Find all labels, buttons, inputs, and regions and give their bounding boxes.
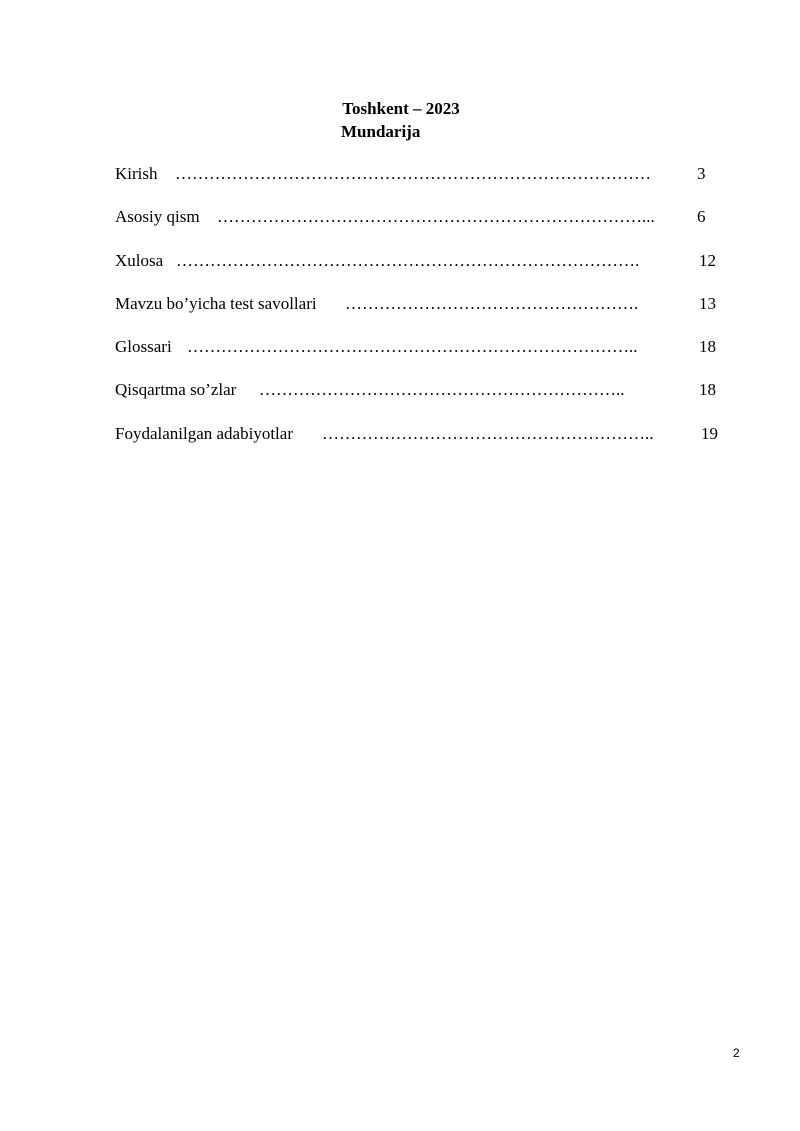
toc-entry-foydalanilgan-adabiyotlar[interactable] [115,422,725,465]
toc-entry-kirish[interactable] [115,162,725,205]
toc-entry-label: Xulosa [115,250,164,270]
toc-entry-glossari[interactable] [115,335,725,378]
toc-entry-label: Qisqartma so’zlar [115,380,237,400]
table-of-contents [115,162,725,465]
toc-entry-qisqartma-sozlar[interactable] [115,378,725,421]
toc-entry-label: Glossari [115,337,172,357]
toc-entry-leader: ………………………………………………….. [322,423,654,443]
toc-entry-leader: ……………………………………………. [345,293,639,313]
toc-entry-page: 19 [701,423,718,443]
toc-entry-page: 6 [697,207,706,227]
toc-entry-page: 18 [699,380,716,400]
toc-entry-leader: …………………………………………………………………….. [187,337,638,357]
toc-title: Mundarija [341,122,421,141]
toc-entry-label: Asosiy qism [115,207,200,227]
toc-entry-page: 12 [699,250,716,270]
toc-entry-asosiy-qism[interactable] [115,205,725,248]
toc-entry-leader: ……………………………………………………….. [259,380,625,400]
page-number: 2 [733,1046,740,1060]
toc-entry-xulosa[interactable] [115,249,725,292]
toc-entry-leader: …………………………………………………………………... [217,207,655,227]
toc-entry-page: 3 [697,164,706,183]
toc-entry-label: Foydalanilgan adabiyotlar [115,423,293,443]
toc-entry-mavzu-test-savollari[interactable] [115,292,725,335]
city-year-heading: Toshkent – 2023 [342,99,460,118]
toc-entry-label: Kirish [115,164,158,183]
toc-entry-leader: ………………………………………………………………………. [176,250,640,270]
toc-entry-page: 13 [699,293,716,313]
toc-entry-leader: ………………………………………………………………………… [175,164,651,183]
toc-entry-label: Mavzu bo’yicha test savollari [115,293,317,313]
toc-entry-page: 18 [699,337,716,357]
